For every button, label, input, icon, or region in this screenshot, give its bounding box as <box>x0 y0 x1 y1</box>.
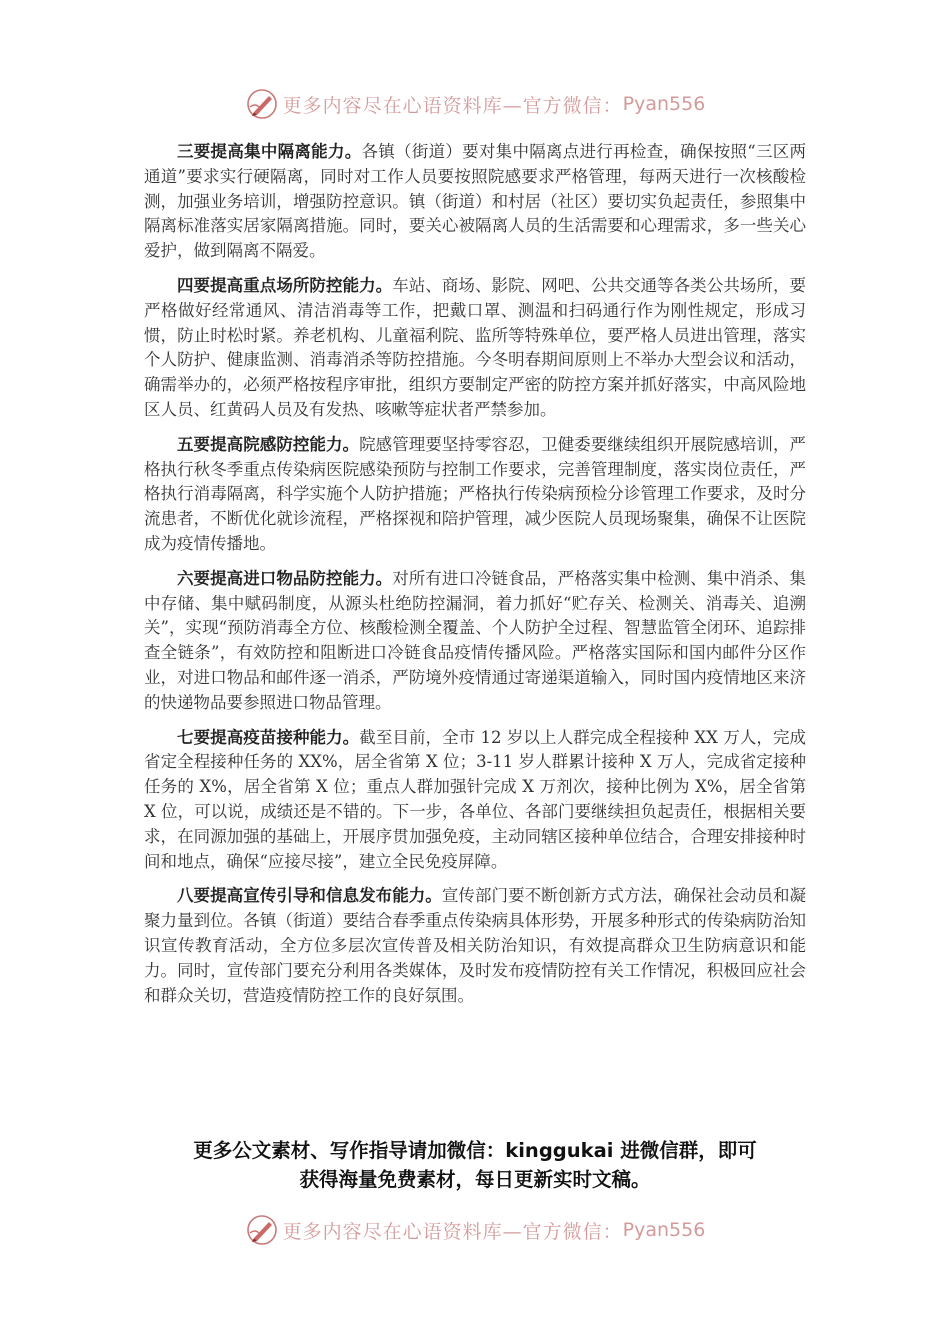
paragraph-text: 各镇（街道）要对集中隔离点进行再检查，确保按照“三区两通道”要求实行硬隔离，同时对工作人员要按照院感要求严格管理，每两天进行一次核酸检测，加强业务培训，增强防控意识。镇（街道）和村居（社区）要切实负起责任，参照集中隔离标准落实居家隔离措施。同时，要关心被隔离人员的生活需要和心理需求，多一些关心爱护，做到隔离不隔爱。 <box>144 142 807 261</box>
paragraph-text: 对所有进口冷链食品，严格落实集中检测、集中消杀、集中存储、集中赋码制度，从源头杜绝防控漏洞，着力抓好“贮存关、检测关、消毒关、追溯关”，实现“预防消毒全方位、核酸检测全覆盖、个人防护全过程、智慧监管全闭环、追踪排查全链条”，有效防控和阻断进口冷链食品疫情传播风险。严格落实国际和国内邮件分区作业，对进口物品和邮件逐一消杀，严防境外疫情通过寄递渠道输入，同时国内疫情地区来济的快递物品要参照进口物品管理。 <box>144 568 807 712</box>
paragraph-text: 截至目前，全市 12 岁以上人群完成全程接种 XX 万人，完成省定全程接种任务的 XX%，居全省第 X 位；3-11 岁人群累计接种 X 万人，完成省定接种任务的 X%，居全省第 X 位；重点人群加强针完成 X 万剂次，接种比例为 X%，居全省第 X 位，可以说，成绩还是不错的。下一步，各单位、各部门要继续担负起责任，根据相关要求，在同源加强的基础上，开展序贯加强免疫，主动同辖区接种单位结合，合理安排接种时间和地点，确保“应接尽接”，建立全民免疫屏障。 <box>144 727 807 871</box>
paragraph-hospital-infection <box>144 433 806 557</box>
paragraph-publicity <box>144 884 806 1008</box>
paragraph-key-venues <box>144 274 806 423</box>
paragraph-heading: 六要提高进口物品防控能力。 <box>177 568 393 588</box>
watermark-footer <box>0 1212 950 1248</box>
pen-logo-icon <box>245 87 279 121</box>
paragraph-heading: 三要提高集中隔离能力。 <box>177 142 362 161</box>
paragraph-text: 宣传部门要不断创新方式方法，确保社会动员和凝聚力量到位。各镇（街道）要结合春季重点传染病具体形势，开展多种形式的传染病防治知识宣传教育活动，全方位多层次宣传普及相关防治知识，有效提高群众卫生防病意识和能力。同时，宣传部门要充分利用各类媒体，及时发布疫情防控有关工作情况，积极回应社会和群众关切，营造疫情防控工作的良好氛围。 <box>144 886 807 1005</box>
pen-logo-icon <box>245 1213 279 1247</box>
paragraph-heading: 七要提高疫苗接种能力。 <box>177 727 360 747</box>
promo-notice <box>140 1136 810 1194</box>
document-body <box>144 140 806 1018</box>
watermark-account: Pyan556 <box>622 1219 706 1241</box>
paragraph-imported-goods <box>144 567 806 716</box>
watermark-text: 更多内容尽在心语资料库—官方微信： <box>282 1220 623 1243</box>
paragraph-text: 院感管理要坚持零容忍，卫健委要继续组织开展院感培训，严格执行秋冬季重点传染病医院感染预防与控制工作要求，完善管理制度，落实岗位责任，严格执行消毒隔离，科学实施个人防护措施；严格执行传染病预检分诊管理工作要求，及时分流患者，不断优化就诊流程，严格探视和陪护管理，减少医院人员现场聚集，确保不让医院成为疫情传播地。 <box>144 434 807 553</box>
paragraph-vaccination <box>144 726 806 875</box>
paragraph-heading: 八要提高宣传引导和信息发布能力。 <box>177 886 442 906</box>
paragraph-isolation <box>144 140 806 264</box>
watermark-account: Pyan556 <box>622 93 706 115</box>
promo-line-1: 更多公文素材、写作指导请加微信：kinggukai 进微信群，即可 <box>193 1139 757 1162</box>
paragraph-heading: 五要提高院感防控能力。 <box>177 434 360 454</box>
watermark-text: 更多内容尽在心语资料库—官方微信： <box>282 94 623 117</box>
promo-line-2: 获得海量免费素材，每日更新实时文稿。 <box>299 1168 651 1191</box>
watermark-header <box>0 86 950 122</box>
paragraph-text: 车站、商场、影院、网吧、公共交通等各类公共场所，要严格做好经常通风、清洁消毒等工作，把戴口罩、测温和扫码通行作为刚性规定，形成习惯，防止时松时紧。养老机构、儿童福利院、监所等特殊单位，要严格人员进出管理，落实个人防护、健康监测、消毒消杀等防控措施。今冬明春期间原则上不举办大型会议和活动，确需举办的，必须严格按程序审批，组织方要制定严密的防控方案并抓好落实，中高风险地区人员、红黄码人员及有发热、咳嗽等症状者严禁参加。 <box>144 275 807 419</box>
paragraph-heading: 四要提高重点场所防控能力。 <box>177 275 393 295</box>
